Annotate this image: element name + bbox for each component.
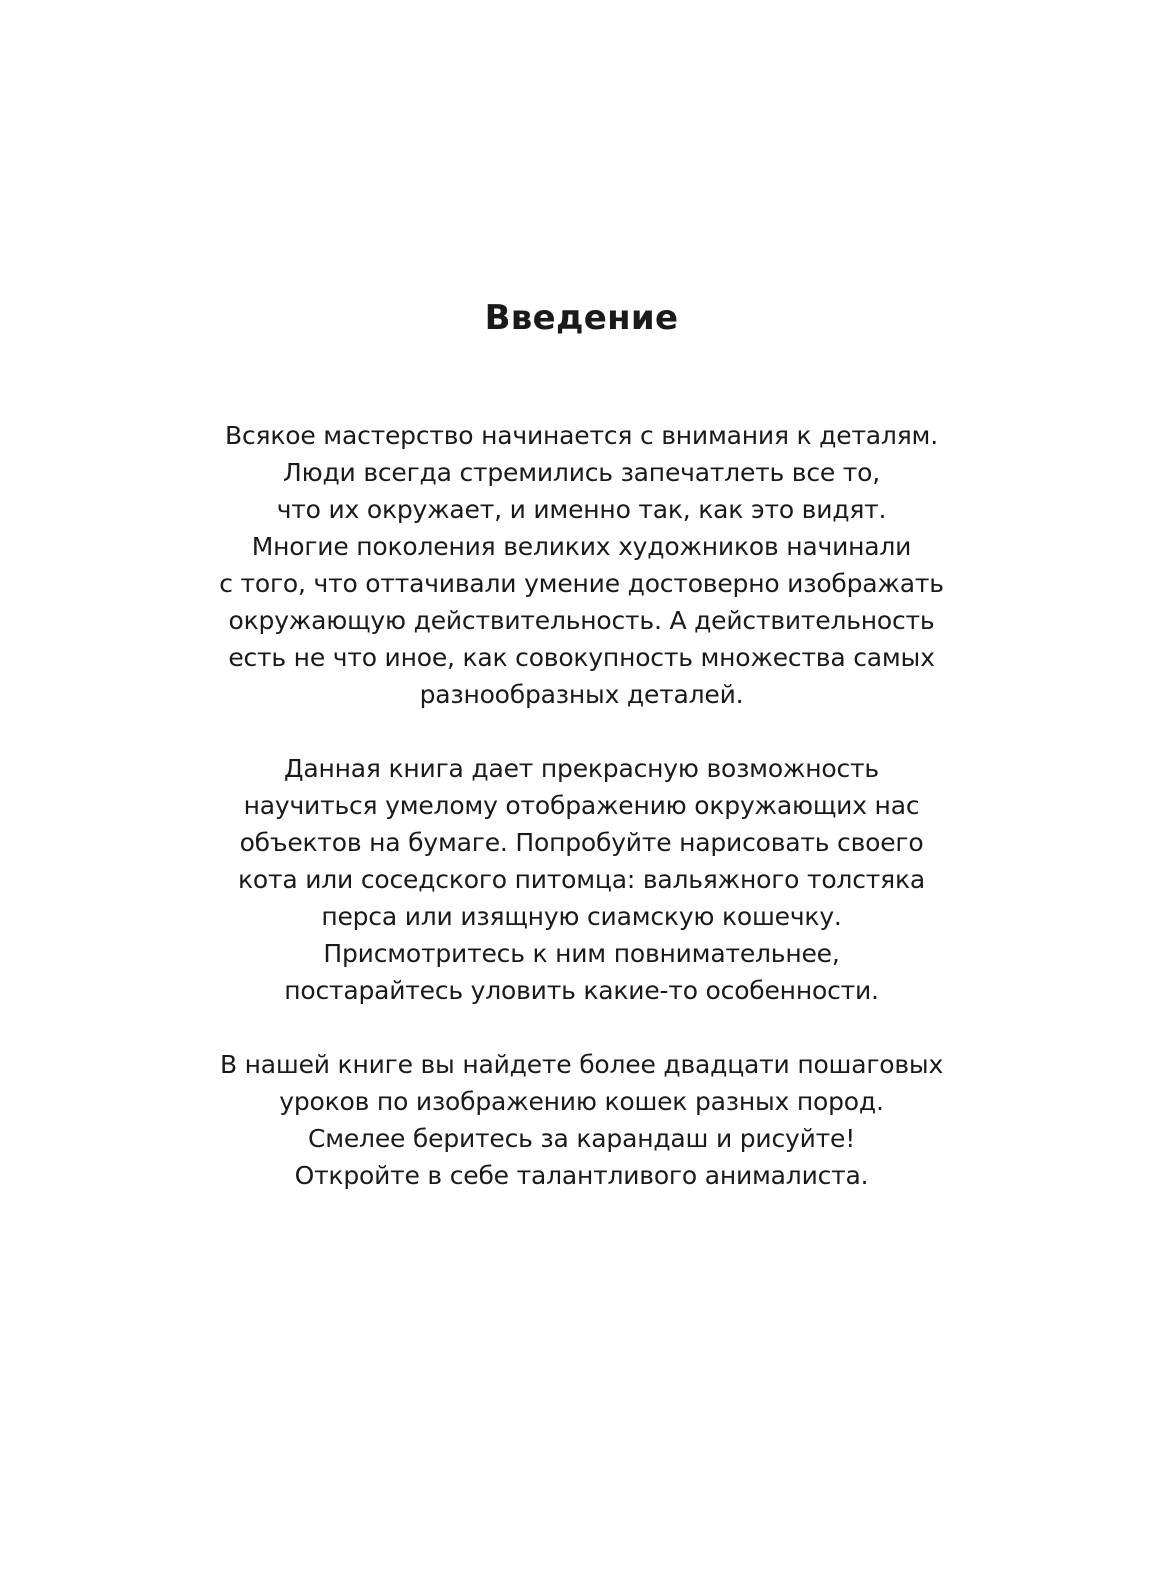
- text-line: Люди всегда стремились запечатлеть все то,: [283, 458, 880, 487]
- intro-paragraph-3: [0, 1046, 1163, 1194]
- text-line: научиться умелому отображению окружающих нас: [243, 791, 920, 820]
- page-title: Введение: [484, 298, 679, 338]
- text-line: Данная книга дает прекрасную возможность: [284, 754, 879, 783]
- text-line: перса или изящную сиамскую кошечку.: [321, 902, 842, 931]
- text-line: есть не что иное, как совокупность множества самых: [228, 643, 935, 672]
- text-line: постарайтесь уловить какие-то особенности.: [284, 976, 879, 1005]
- text-line: разнообразных деталей.: [419, 680, 744, 709]
- text-line: уроков по изображению кошек разных пород.: [279, 1087, 884, 1116]
- text-line: окружающую действительность. А действительность: [228, 606, 935, 635]
- text-line: кота или соседского питомца: вальяжного толстяка: [238, 865, 925, 894]
- text-line: с того, что оттачивали умение достоверно изображать: [219, 569, 944, 598]
- text-line: Всякое мастерство начинается с внимания к деталям.: [225, 421, 938, 450]
- intro-paragraph-1: [0, 417, 1163, 713]
- text-line: Смелее беритесь за карандаш и рисуйте!: [307, 1124, 856, 1153]
- text-line: что их окружает, и именно так, как это видят.: [276, 495, 887, 524]
- intro-paragraph-2: [0, 750, 1163, 1009]
- text-line: объектов на бумаге. Попробуйте нарисовать своего: [239, 828, 924, 857]
- text-line: Присмотритесь к ним повнимательнее,: [323, 939, 840, 968]
- text-line: Многие поколения великих художников начинали: [251, 532, 912, 561]
- text-line: В нашей книге вы найдете более двадцати пошаговых: [219, 1050, 944, 1079]
- text-line: Откройте в себе талантливого анималиста.: [294, 1161, 869, 1190]
